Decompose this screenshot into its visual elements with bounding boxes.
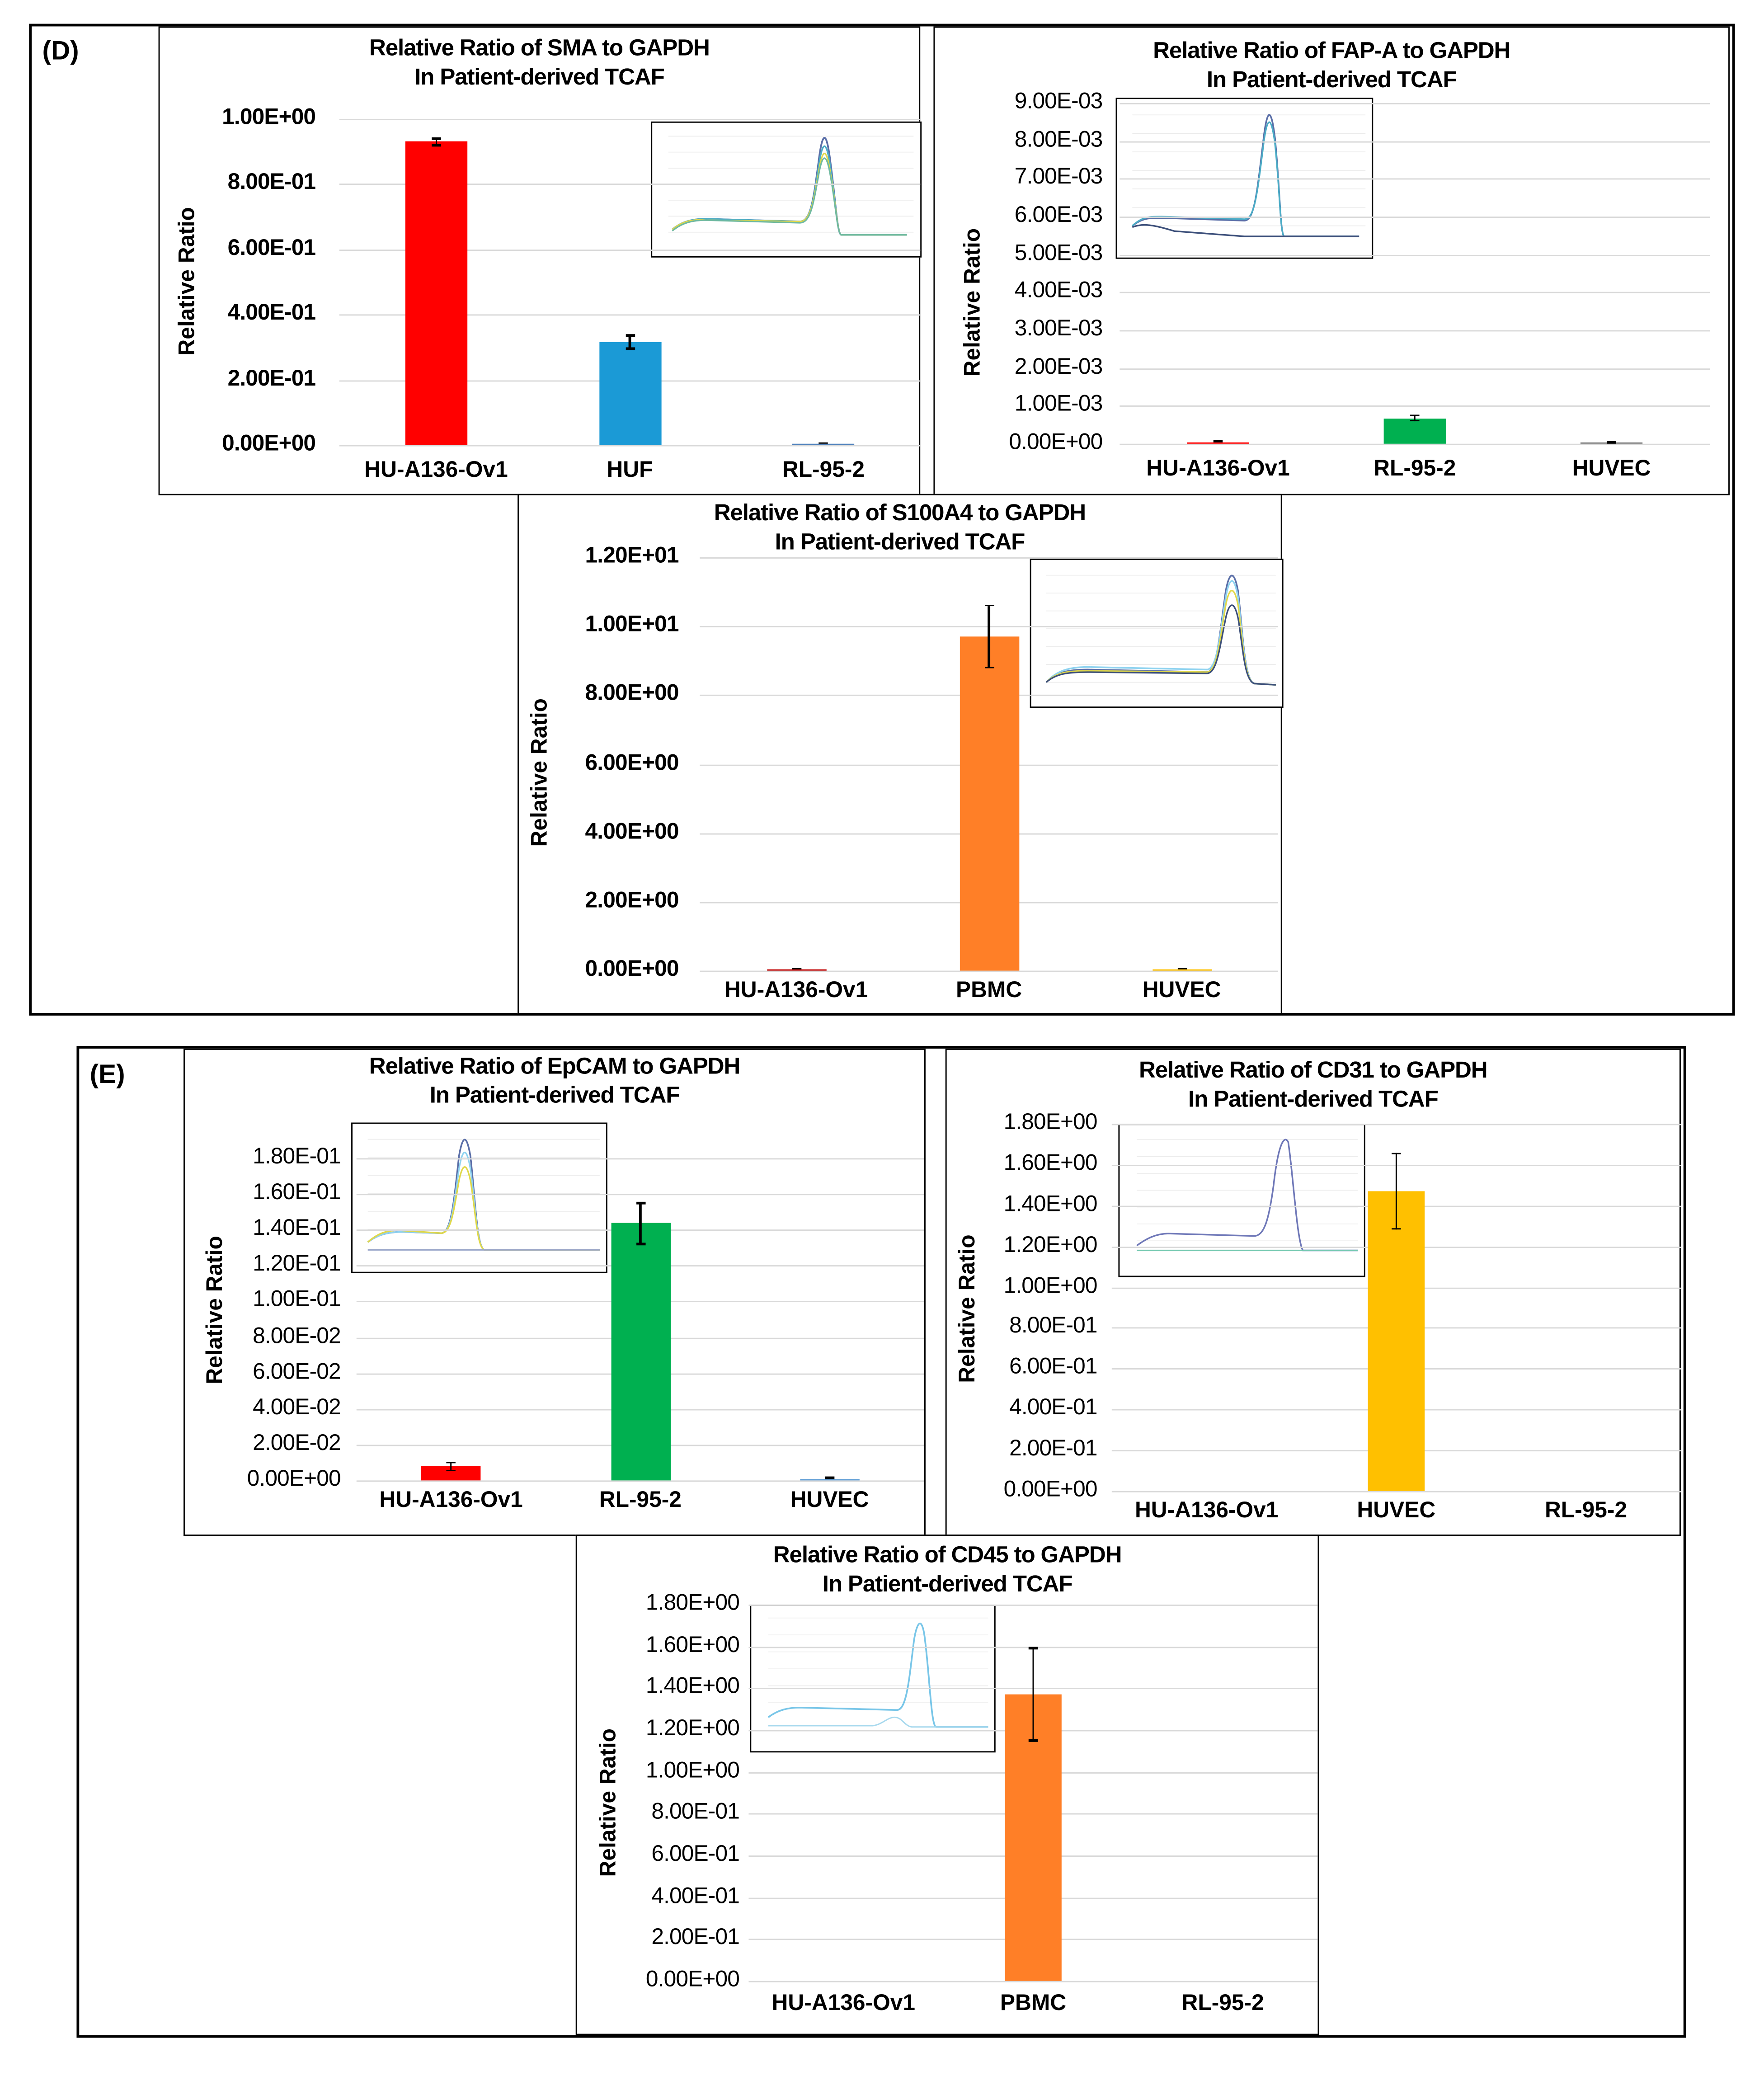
x-category-label: RL-95-2: [599, 1487, 682, 1512]
gridline: [357, 1194, 924, 1196]
y-axis-label: Relative Ratio: [527, 698, 552, 847]
x-category-label: HU-A136-Ov1: [724, 977, 868, 1003]
error-cap: [984, 667, 993, 669]
gridline: [1120, 103, 1710, 104]
y-tick-label: 1.00E+00: [222, 104, 316, 130]
error-cap: [625, 348, 634, 350]
gridline: [1112, 1491, 1681, 1492]
error-cap: [1177, 968, 1186, 970]
error-cap: [1392, 1153, 1401, 1155]
error-cap: [1392, 1228, 1401, 1230]
y-tick-label: 1.40E-01: [253, 1215, 341, 1241]
error-cap: [1410, 414, 1419, 417]
x-category-label: HUVEC: [1572, 456, 1651, 481]
error-cap: [636, 1243, 645, 1245]
bar-rl-95-2: [1384, 418, 1446, 444]
melt-curve-inset: [351, 1123, 607, 1273]
error-bar: [629, 336, 631, 349]
error-cap: [1410, 419, 1419, 422]
y-tick-label: 2.00E-03: [1014, 353, 1103, 379]
gridline: [1120, 368, 1710, 369]
y-tick-label: 1.20E-01: [253, 1251, 341, 1276]
gridline: [1120, 141, 1710, 142]
melt-curve-plot: [1031, 560, 1282, 706]
y-tick-label: 8.00E-01: [1009, 1313, 1097, 1339]
chart-epcam: [183, 1049, 926, 1536]
x-category-label: HU-A136-Ov1: [379, 1487, 523, 1512]
panel-e-label: (E): [89, 1060, 125, 1090]
y-tick-label: 0.00E+00: [222, 430, 316, 456]
error-cap: [1607, 442, 1616, 444]
melt-curve-plot: [751, 1606, 994, 1751]
y-tick-label: 2.00E-02: [253, 1430, 341, 1455]
x-category-label: PBMC: [1000, 1990, 1067, 2015]
y-tick-label: 3.00E-03: [1014, 315, 1103, 341]
y-tick-label: 5.00E-03: [1014, 240, 1103, 265]
error-cap: [432, 137, 441, 140]
x-category-label: HU-A136-Ov1: [1146, 456, 1290, 481]
melt-curve-inset: [1030, 559, 1284, 708]
x-category-label: HU-A136-Ov1: [1134, 1497, 1279, 1523]
y-tick-label: 6.00E-03: [1014, 202, 1103, 227]
gridline: [1120, 444, 1710, 445]
x-category-label: HUF: [607, 457, 653, 482]
gridline: [1120, 254, 1710, 256]
y-tick-label: 0.00E+00: [645, 1966, 739, 1992]
error-cap: [984, 604, 993, 607]
error-cap: [1029, 1739, 1038, 1742]
y-axis-label: Relative Ratio: [960, 228, 985, 377]
y-tick-label: 4.00E-02: [253, 1394, 341, 1420]
error-cap: [791, 968, 800, 970]
bar-huf: [599, 342, 661, 445]
melt-curve-plot: [1120, 1125, 1364, 1276]
gridline: [357, 1158, 924, 1159]
error-cap: [447, 1461, 456, 1464]
y-tick-label: 4.00E-01: [227, 300, 316, 325]
chart-title: Relative Ratio of SMA to GAPDH In Patient-derived TCAF: [369, 34, 710, 90]
y-tick-label: 8.00E-01: [651, 1799, 739, 1824]
y-tick-label: 2.00E-01: [1009, 1436, 1097, 1461]
error-cap: [432, 144, 441, 146]
y-tick-label: 1.00E+00: [645, 1757, 739, 1783]
error-bar: [640, 1203, 642, 1244]
y-tick-label: 2.00E-01: [651, 1925, 739, 1950]
chart-title: Relative Ratio of EpCAM to GAPDH In Patient-derived TCAF: [369, 1052, 740, 1108]
y-tick-label: 0.00E+00: [1003, 1476, 1097, 1502]
chart-sma: [159, 26, 921, 495]
y-tick-label: 1.00E+01: [585, 612, 679, 637]
x-category-label: RL-95-2: [1374, 456, 1456, 481]
y-tick-label: 0.00E+00: [247, 1466, 341, 1491]
chart-title: Relative Ratio of S100A4 to GAPDH In Patient-derived TCAF: [714, 499, 1086, 555]
gridline: [1112, 1124, 1681, 1125]
gridline: [339, 119, 920, 120]
y-tick-label: 2.00E+00: [585, 887, 679, 913]
y-tick-label: 1.40E+00: [1003, 1191, 1097, 1216]
gridline: [700, 971, 1278, 972]
chart-cd45: [576, 1535, 1319, 2035]
error-cap: [825, 1477, 834, 1479]
bar-hu-a136-ov1: [405, 141, 467, 445]
y-tick-label: 8.00E-01: [227, 169, 316, 195]
error-cap: [636, 1202, 645, 1204]
y-tick-label: 1.60E+00: [1003, 1150, 1097, 1176]
y-tick-label: 9.00E-03: [1014, 88, 1103, 114]
y-axis-label: Relative Ratio: [595, 1728, 621, 1877]
x-category-label: HUVEC: [1357, 1497, 1436, 1523]
x-category-label: HU-A136-Ov1: [364, 457, 508, 482]
gridline: [748, 1605, 1317, 1606]
y-tick-label: 4.00E+00: [585, 818, 679, 844]
melt-curve-plot: [353, 1124, 606, 1271]
y-tick-label: 8.00E-02: [253, 1323, 341, 1348]
y-tick-label: 6.00E+00: [585, 749, 679, 775]
x-category-label: RL-95-2: [782, 457, 865, 482]
y-tick-label: 6.00E-02: [253, 1358, 341, 1384]
y-tick-label: 6.00E-01: [651, 1841, 739, 1866]
x-category-label: RL-95-2: [1181, 1990, 1264, 2015]
error-cap: [1214, 440, 1223, 443]
bar-rl-95-2: [611, 1224, 670, 1480]
chart-title: Relative Ratio of CD45 to GAPDH In Patient-derived TCAF: [773, 1541, 1122, 1597]
panel-d-label: (D): [42, 37, 79, 66]
chart-fap-a: [933, 26, 1730, 495]
gridline: [1120, 292, 1710, 294]
y-tick-label: 8.00E+00: [585, 680, 679, 706]
x-category-label: HU-A136-Ov1: [771, 1990, 915, 2015]
gridline: [1120, 217, 1710, 218]
error-cap: [1029, 1648, 1038, 1650]
y-tick-label: 1.00E-01: [253, 1287, 341, 1312]
y-tick-label: 7.00E-03: [1014, 164, 1103, 189]
chart-title: Relative Ratio of FAP-A to GAPDH In Patient-derived TCAF: [1153, 37, 1510, 93]
gridline: [357, 1480, 924, 1482]
gridline: [1120, 179, 1710, 180]
y-tick-label: 8.00E-03: [1014, 126, 1103, 152]
y-tick-label: 1.60E+00: [645, 1632, 739, 1657]
y-tick-label: 1.20E+00: [1003, 1232, 1097, 1257]
y-axis-label: Relative Ratio: [174, 207, 200, 356]
y-tick-label: 4.00E-01: [1009, 1395, 1097, 1420]
y-tick-label: 1.40E+00: [645, 1673, 739, 1699]
y-tick-label: 1.80E+00: [1003, 1109, 1097, 1135]
x-category-label: RL-95-2: [1544, 1497, 1628, 1523]
x-category-label: HUVEC: [790, 1487, 869, 1512]
y-tick-label: 4.00E-03: [1014, 278, 1103, 303]
x-category-label: PBMC: [956, 977, 1022, 1003]
y-axis-label: Relative Ratio: [202, 1236, 227, 1384]
melt-curve-inset: [1118, 1124, 1365, 1277]
gridline: [339, 445, 920, 447]
y-tick-label: 0.00E+00: [1009, 429, 1103, 455]
y-tick-label: 1.60E-01: [253, 1179, 341, 1205]
error-cap: [447, 1469, 456, 1472]
y-tick-label: 6.00E-01: [1009, 1354, 1097, 1379]
y-tick-label: 2.00E-01: [227, 365, 316, 391]
error-cap: [819, 442, 828, 444]
error-cap: [625, 335, 634, 337]
gridline: [700, 557, 1278, 559]
bar-pbmc: [959, 636, 1018, 970]
y-tick-label: 0.00E+00: [585, 956, 679, 981]
y-tick-label: 1.00E-03: [1014, 391, 1103, 417]
error-bar: [988, 606, 990, 668]
error-bar: [1395, 1153, 1397, 1229]
gridline: [1120, 406, 1710, 407]
y-tick-label: 4.00E-01: [651, 1883, 739, 1908]
melt-curve-plot: [652, 123, 920, 256]
y-tick-label: 1.20E+01: [585, 542, 679, 568]
y-tick-label: 1.00E+00: [1003, 1272, 1097, 1298]
gridline: [1120, 330, 1710, 331]
chart-s100a4: [517, 494, 1282, 1014]
x-category-label: HUVEC: [1142, 977, 1221, 1003]
melt-curve-inset: [651, 122, 922, 258]
y-tick-label: 1.80E-01: [253, 1144, 341, 1169]
bar-huvec: [800, 1479, 859, 1480]
y-axis-label: Relative Ratio: [955, 1234, 980, 1383]
error-bar: [1032, 1648, 1035, 1741]
chart-cd31: [946, 1049, 1681, 1536]
chart-title: Relative Ratio of CD31 to GAPDH In Patient-derived TCAF: [1139, 1056, 1487, 1112]
y-tick-label: 6.00E-01: [227, 235, 316, 260]
y-tick-label: 1.20E+00: [645, 1715, 739, 1741]
bar-huvec: [1368, 1191, 1425, 1491]
gridline: [748, 1981, 1317, 1982]
y-tick-label: 1.80E+00: [645, 1590, 739, 1615]
